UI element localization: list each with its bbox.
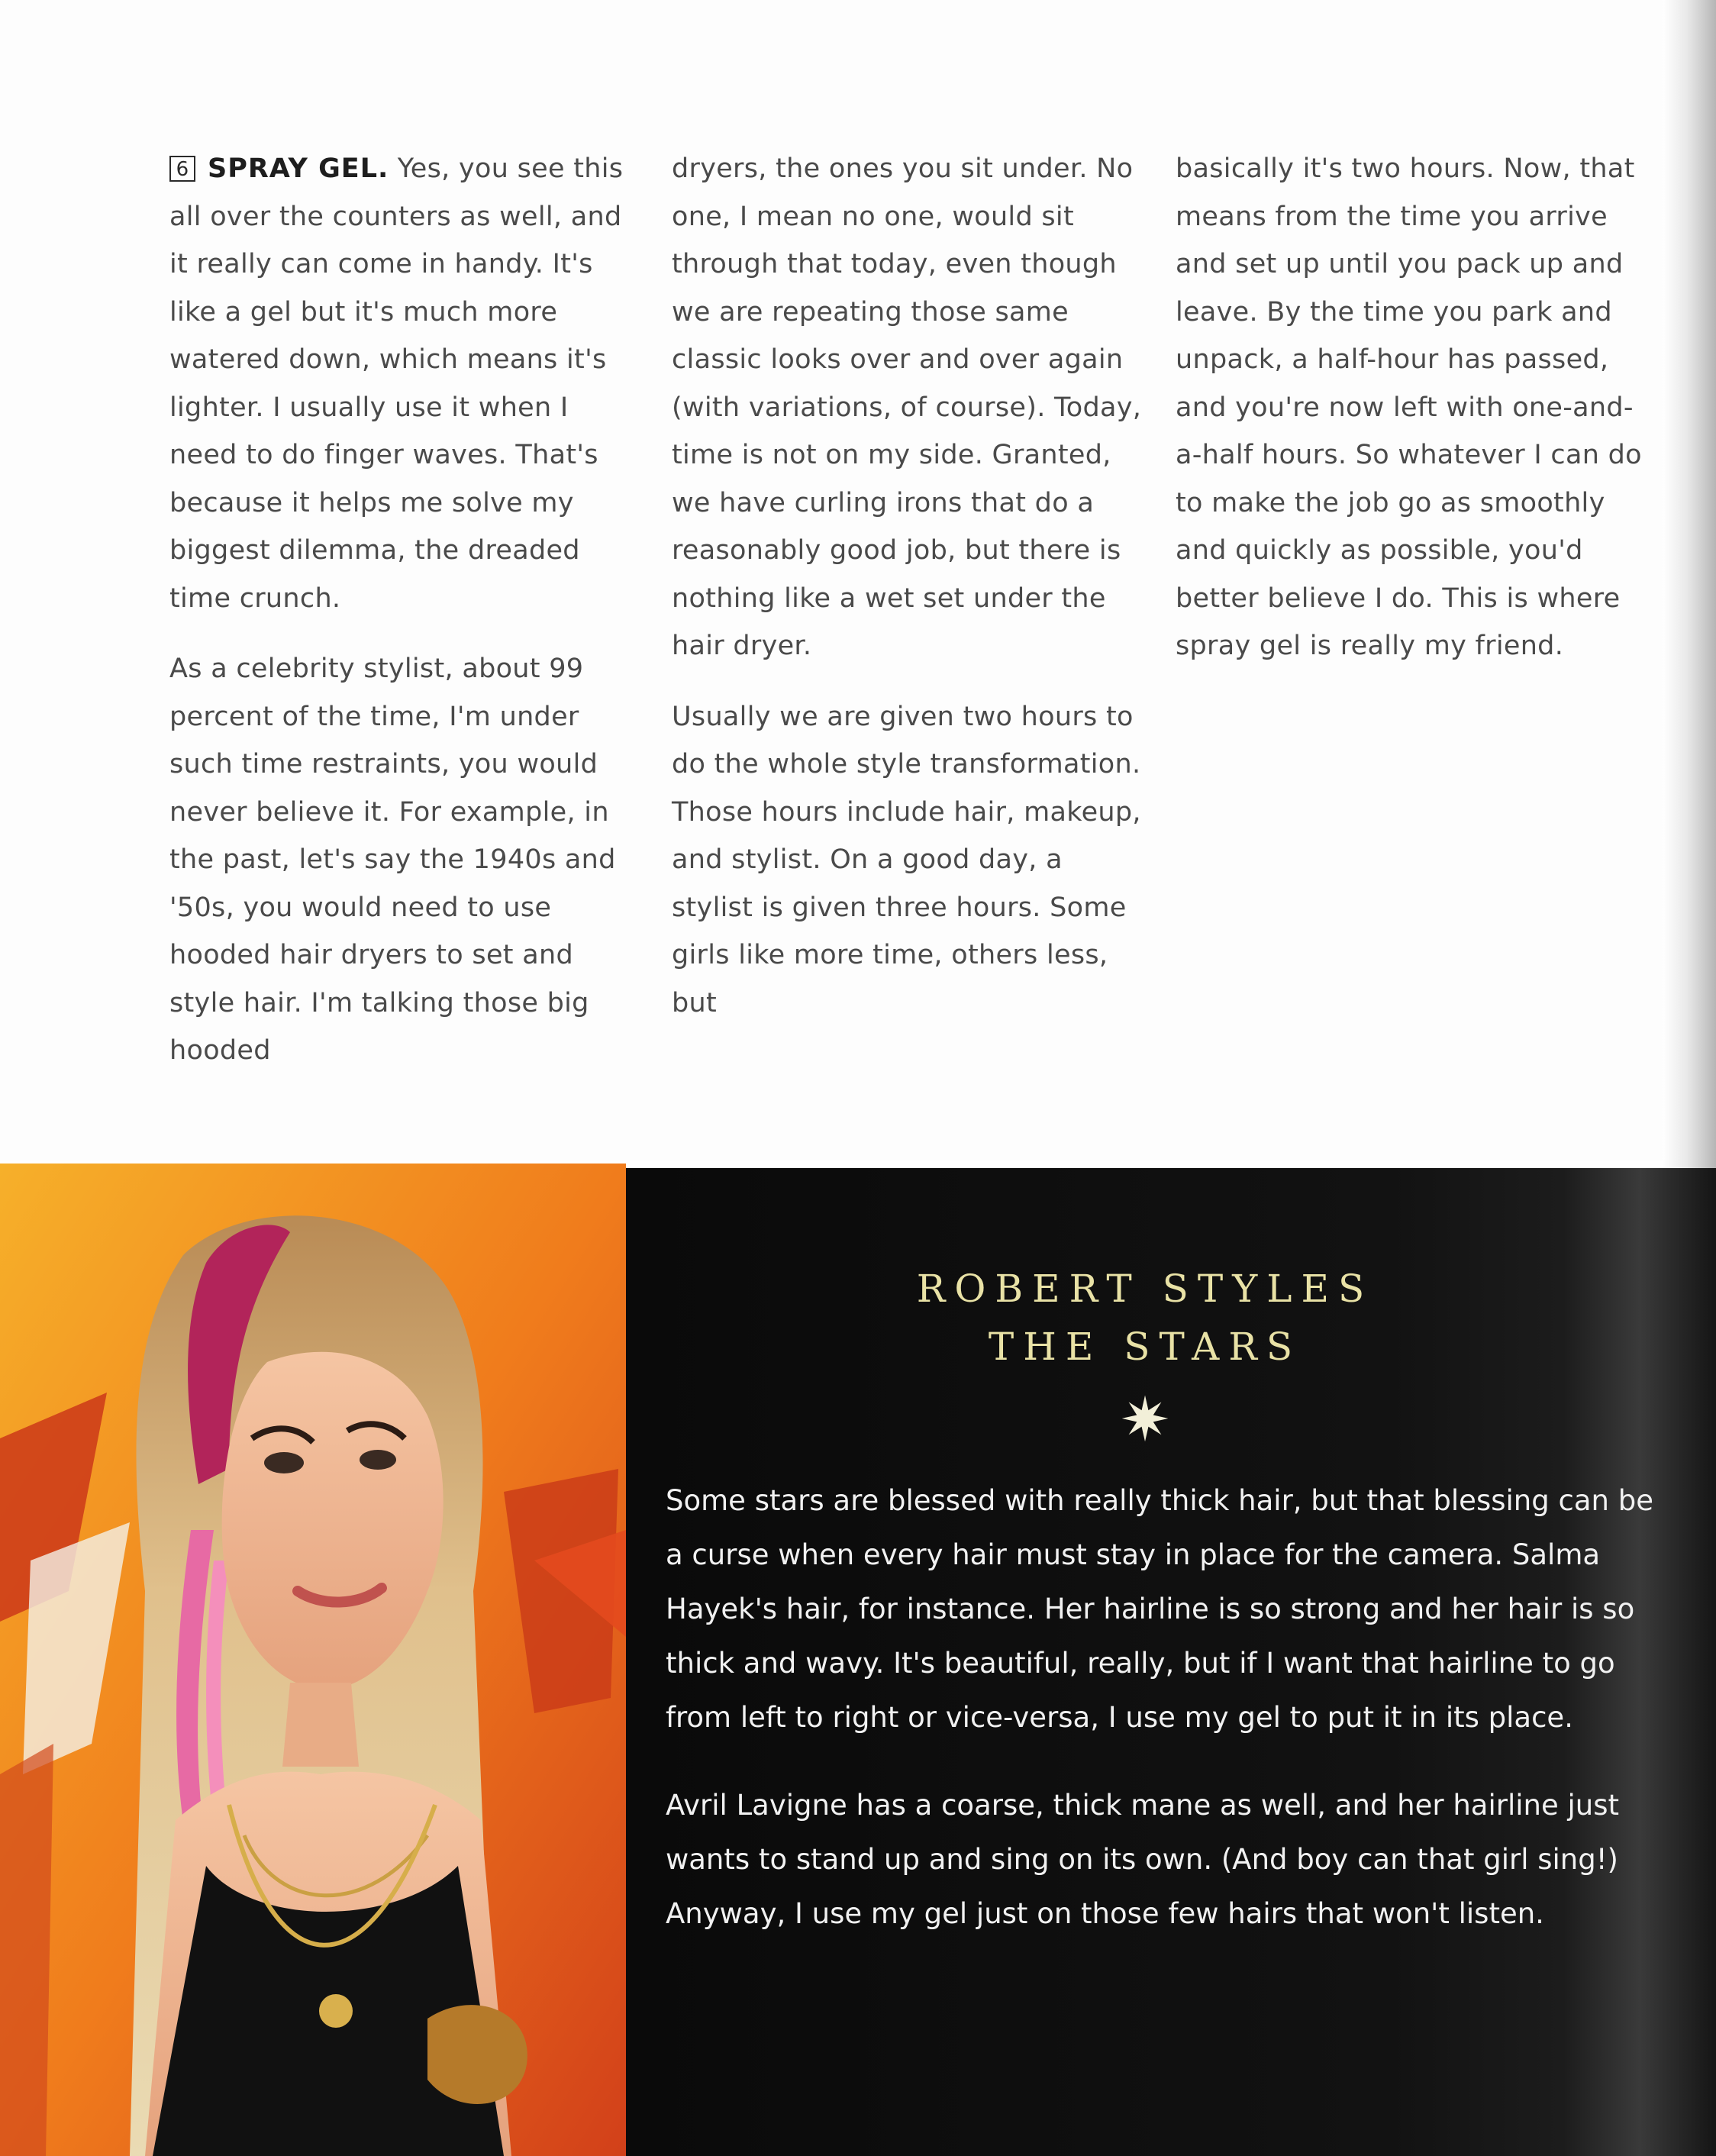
page-binding-shadow: [1663, 0, 1716, 1168]
sidebar-panel: [626, 1168, 1716, 2156]
article-paragraph: [169, 145, 643, 622]
tip-number-badge: 6: [169, 156, 195, 182]
article-paragraph: basically it's two hours. Now, that means from the time you arrive and set up until you pack up and leave. By the time you park and unpack, a half-hour has passed, and you're now left with one-and-a-half hours. So whatever I can do to make the job go as smoothly and quickly as possible, you'd better believe I do. This is where spray gel is really my friend.: [1176, 153, 1642, 661]
portrait-photo-icon: [0, 1164, 626, 2156]
sidebar-title-line-2: THE STARS: [988, 1325, 1302, 1369]
sidebar-title: [626, 1260, 1664, 1376]
article-paragraph: Usually we are given two hours to do the whole style transformation. Those hours include hair, makeup, and stylist. On a good day, a stylist is given three hours. Some girls like more time, others less, but: [672, 701, 1141, 1018]
article-paragraph: dryers, the ones you sit under. No one, I mean no one, would sit through that today, even though we are repeating those same classic looks over and over again (with variations, of course). Today, time is not on my side. Granted, we have curling irons that do a reasonably good job, but there is nothing like a wet set under the hair dryer.: [672, 153, 1142, 661]
article-paragraph: As a celebrity stylist, about 99 percent of the time, I'm under such time restraints, you would never believe it. For example, in the past, let's say the 1940s and '50s, you would need to use hooded hair dryers to set and style hair. I'm talking those big hooded: [169, 654, 616, 1066]
sidebar-body: [666, 1473, 1666, 1974]
paragraph-text: Yes, you see this all over the counters as well, and it really can come in handy. It's like a gel but it's much more watered down, which means it's lighter. I usually use it when I need to do finger waves. That's because it helps me solve my biggest dilemma, the dreaded time crunch.: [169, 153, 624, 614]
portrait-photo: [0, 1164, 626, 2156]
tip-heading: SPRAY GEL.: [208, 153, 389, 184]
article-column-2: [672, 145, 1145, 1050]
article-column-1: [169, 145, 643, 1098]
sidebar-title-line-1: ROBERT STYLES: [916, 1267, 1374, 1311]
article-column-3: [1176, 145, 1649, 693]
star-ornament-icon: ✷: [1119, 1384, 1171, 1455]
sidebar-paragraph: Avril Lavigne has a coarse, thick mane as well, and her hairline just wants to stand up and sing on its own. (And boy can that girl sing!) Anyway, I use my gel just on those few hairs that won't listen.: [666, 1789, 1620, 1930]
sidebar-paragraph: Some stars are blessed with really thick hair, but that blessing can be a curse when every hair must stay in place for the camera. Salma Hayek's hair, for instance. Her hairline is so strong and her hair is so thick and wavy. It's beautiful, really, but if I want that hairline to go from left to right or vice-versa, I use my gel to put it in its place.: [666, 1484, 1653, 1734]
